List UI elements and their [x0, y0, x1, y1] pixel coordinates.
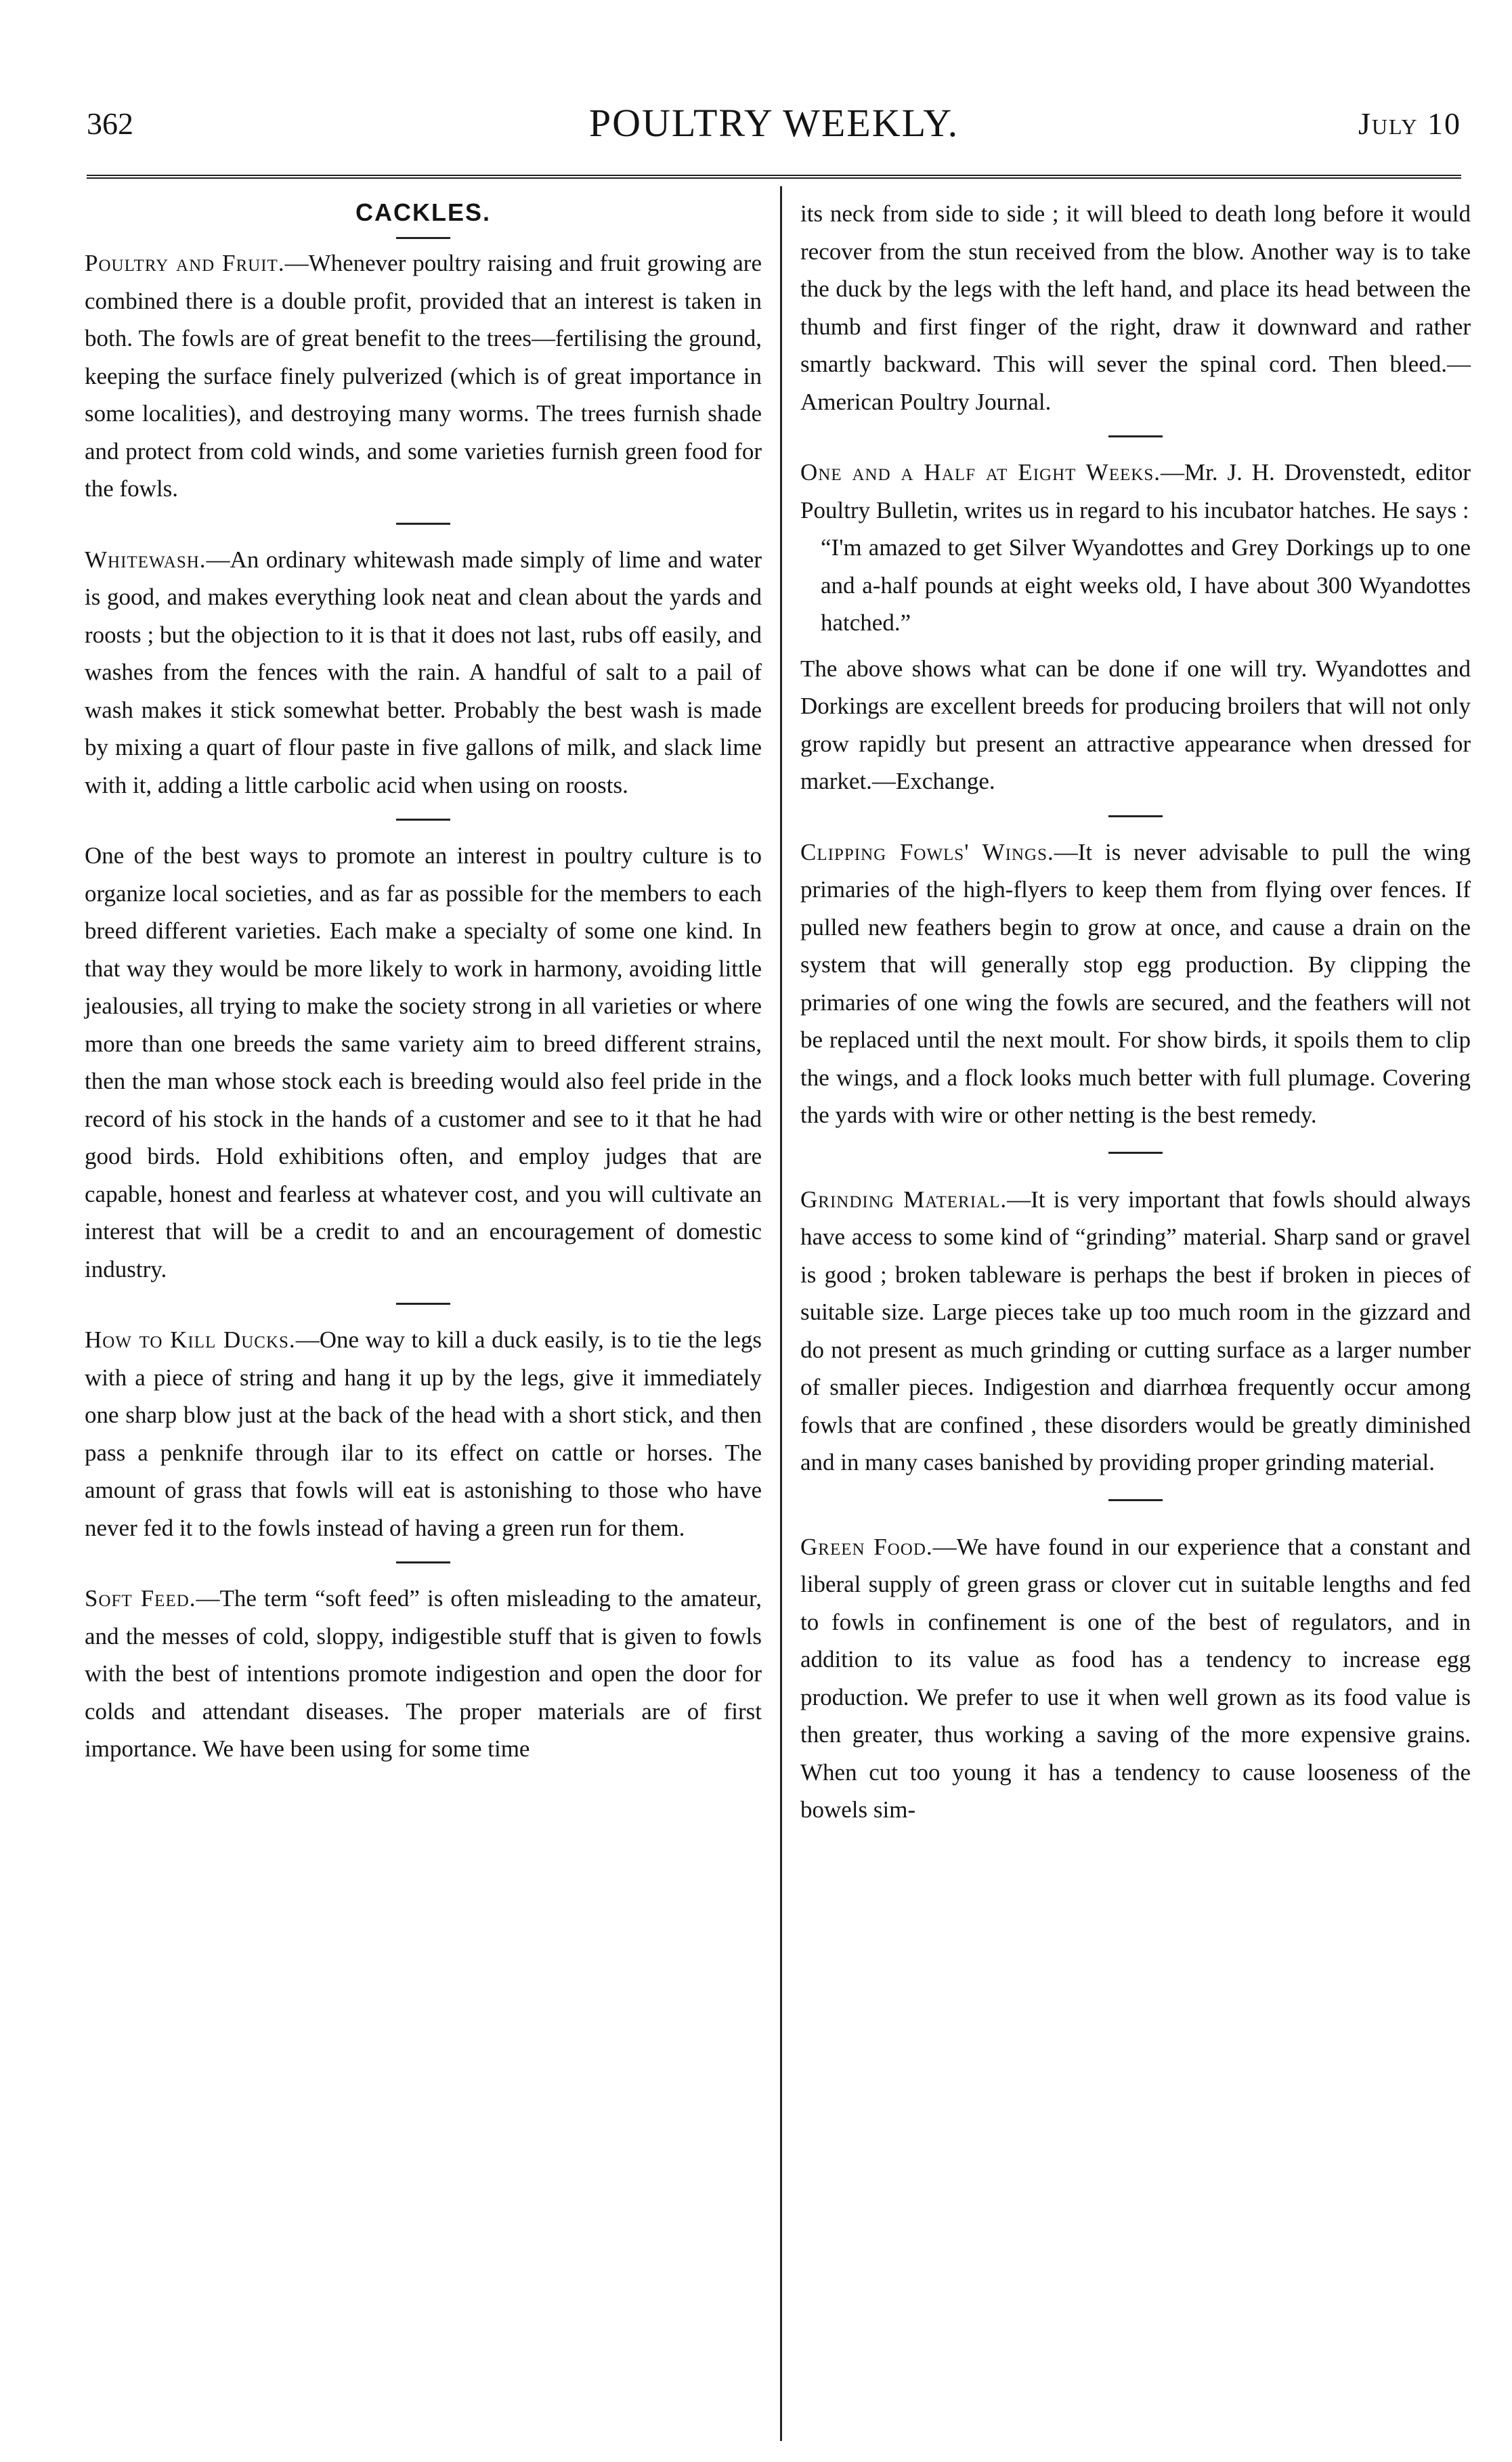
article-separator — [1108, 1152, 1163, 1154]
article-separator — [396, 1561, 450, 1563]
article-quote: “I'm amazed to get Silver Wyandottes and Grey Dorkings up to one and a-half pounds at eight weeks old, I have about 300 Wyandottes hatched.” — [821, 534, 1471, 636]
header-rule — [87, 175, 1461, 179]
article-eight-weeks — [800, 454, 1471, 529]
heading-rule — [396, 237, 450, 239]
article-separator — [1108, 815, 1163, 817]
article-poultry-and-fruit — [85, 244, 762, 508]
page-header — [87, 100, 1461, 154]
article-lead: Grinding Material. — [800, 1186, 1008, 1213]
article-local-societies — [85, 837, 762, 1288]
right-column — [800, 195, 1471, 1829]
article-text: —One way to kill a duck easily, is to tie the legs with a piece of string and hang it up by the legs, give it immediately one sharp blow just at the back of the head with a short stick, and then pass a penknife through ilar to its effect on cattle or horses. The amount of grass that fowls will eat is astonishing to those who have never fed it to the fowls instead of having a green run for them. — [85, 1326, 762, 1541]
article-grinding-material — [800, 1181, 1471, 1482]
article-kill-ducks — [85, 1321, 762, 1547]
page-number: 362 — [87, 106, 133, 141]
article-continued-kill-ducks — [800, 195, 1471, 420]
article-separator — [396, 819, 450, 821]
article-text: —It is very important that fowls should always have access to some kind of “grinding” material. Sharp sand or gravel is good ; broken tableware is perhaps the best if broken in pieces of suitable size. Large pieces take up too much room in the gizzard and do not present as much grinding or cutting surface as a larger number of smaller pieces. Indigestion and diarrhœa frequently occur among fowls that are confined , these disorders would be greatly diminished and in many cases banished by providing proper grinding material. — [800, 1186, 1471, 1475]
left-column — [85, 195, 762, 1768]
column-divider — [780, 186, 782, 2441]
issue-date: July 10 — [1358, 106, 1461, 141]
article-lead: One and a Half at Eight Weeks. — [800, 459, 1161, 485]
article-text: —The term “soft feed” is often misleading to the amateur, and the messes of cold, sloppy, indigestible stuff that is given to fowls with the best of intentions promote indigestion and open the door for colds and attendant diseases. The proper materials are of first importance. We have been using for some time — [85, 1585, 762, 1762]
article-separator — [1108, 1499, 1163, 1501]
article-lead: Green Food. — [800, 1533, 933, 1560]
article-text: —We have found in our experience that a constant and liberal supply of green grass or clover cut in suitable lengths and fed to fowls in confinement is one of the best of regulators, and in addition to its value as food has a tendency to increase egg production. We prefer to use it when well grown as its food value is then greater, thus working a saving of the more expensive grains. When cut too young it has a tendency to cause looseness of the bowels sim- — [800, 1533, 1471, 1823]
article-lead: Clipping Fowls' Wings. — [800, 838, 1054, 865]
article-lead: Whitewash. — [85, 546, 207, 573]
article-text: —An ordinary whitewash made simply of lime and water is good, and makes everything look neat and clean about the yards and roosts ; but the objection to it is that it does not last, rubs off easily, and washes from the fences with the rain. A handful of salt to a pail of wash makes it stick somewhat better. Probably the best wash is made by mixing a quart of flour paste in five gallons of milk, and slack lime with it, adding a little carbolic acid when using on roosts. — [85, 546, 762, 798]
section-heading: CACKLES. — [355, 198, 491, 226]
article-clipping-wings — [800, 834, 1471, 1134]
article-text: —Whenever poultry raising and fruit growing are combined there is a double profit, provided that an interest is taken in both. The fowls are of great benefit to the trees—fertilising the ground, keeping the surface finely pulverized (which is of great importance in some localities), and destroying many worms. The trees furnish shade and protect from cold winds, and some varieties furnish green food for the fowls. — [85, 250, 762, 502]
article-followup: The above shows what can be done if one will try. Wyandottes and Dorkings are excellent breeds for producing broilers that will not only grow rapidly but present an attractive appearance when dressed for market.—Exchange. — [800, 655, 1471, 794]
article-green-food — [800, 1528, 1471, 1829]
article-separator — [396, 1303, 450, 1305]
article-separator — [396, 523, 450, 525]
article-text: its neck from side to side ; it will bleed to death long before it would recover from the stun received from the blow. Another way is to take the duck by the legs with the left hand, and place its head between the thumb and first finger of the right, draw it downward and rather smartly backward. This will sever the spinal cord. Then bleed.—American Poultry Journal. — [800, 200, 1471, 415]
article-text: —Mr. J. H. Drovenstedt, editor Poultry Bulletin, writes us in regard to his incubator hatches. He says : — [800, 459, 1471, 523]
article-text: One of the best ways to promote an interest in poultry culture is to organize local societies, and as far as possible for the members to each breed different varieties. Each make a specialty of some one kind. In that way they would be more likely to work in harmony, avoiding little jealousies, all trying to make the society strong in all varieties or where more than one breeds the same variety aim to breed different strains, then the man whose stock each is breeding would also feel pride in the record of his stock in the hands of a customer and see to it that he had good birds. Hold exhibitions often, and employ judges that are capable, honest and fearless at whatever cost, and you will cultivate an interest that will be a credit to and an encouragement of domestic industry. — [85, 842, 762, 1282]
article-soft-feed — [85, 1580, 762, 1768]
article-text: —It is never advisable to pull the wing primaries of the high-flyers to keep them from flying over fences. If pulled new feathers begin to grow at once, and cause a drain on the system that will generally stop egg production. By clipping the primaries of one wing the fowls are secured, and the feathers will not be replaced until the next moult. For show birds, it spoils them to clip the wings, and a flock looks much better with full plumage. Covering the yards with wire or other netting is the best remedy. — [800, 838, 1471, 1128]
article-whitewash — [85, 541, 762, 804]
article-lead: Poultry and Fruit. — [85, 250, 285, 276]
article-lead: Soft Feed. — [85, 1585, 196, 1612]
journal-title: POULTRY WEEKLY. — [588, 101, 959, 145]
article-separator — [1108, 435, 1163, 437]
article-lead: How to Kill Ducks. — [85, 1326, 296, 1353]
